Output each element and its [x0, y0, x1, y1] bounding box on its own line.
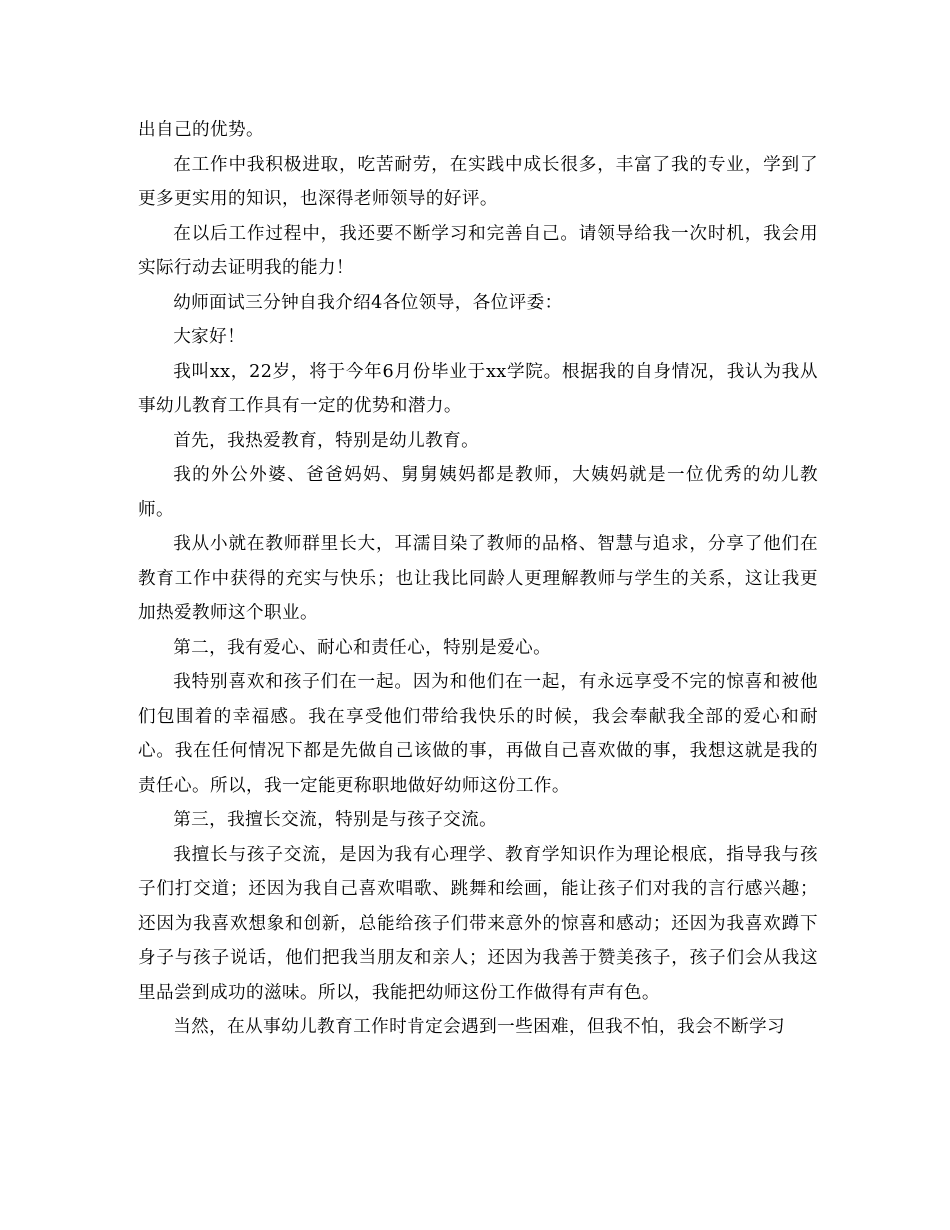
paragraph: 我从小就在教师群里长大，耳濡目染了教师的品格、智慧与追求，分享了他们在教育工作中获得的充实与快乐；也让我比同龄人更理解教师与学生的关系，这让我更加热爱教师这个职业。: [138, 534, 818, 623]
paragraph: 出自己的优势。: [138, 120, 264, 140]
paragraph: 首先，我热爱教育，特别是幼儿教育。: [173, 430, 480, 451]
paragraph: 大家好！: [173, 327, 246, 347]
paragraph: 第三，我擅长交流，特别是与孩子交流。: [173, 810, 498, 830]
paragraph: 我擅长与孩子交流，是因为我有心理学、教育学知识作为理论根底，指导我与孩子们打交道；还因为我自己喜欢唱歌、跳舞和绘画，能让孩子们对我的言行感兴趣；还因为我喜欢想象和创新，总能给孩子们带来意外的惊喜和感动；还因为我喜欢蹲下身子与孩子说话，他们把我当朋友和亲人；还因为我善于赞美孩子，孩子们会从我这里品尝到成功的滋味。所以，我能把幼师这份工作做得有声有色。: [138, 844, 818, 1003]
paragraph: 第二，我有爱心、耐心和责任心，特别是爱心。: [173, 637, 552, 658]
paragraph: 在工作中我积极进取，吃苦耐劳，在实践中成长很多，丰富了我的专业，学到了更多更实用的知识，也深得老师领导的好评。: [138, 154, 818, 209]
paragraph: 在以后工作过程中，我还要不断学习和完善自己。请领导给我一次时机，我会用实际行动去证明我的能力！: [138, 223, 818, 278]
paragraph: 幼师面试三分钟自我介绍4各位领导，各位评委：: [173, 292, 563, 313]
paragraph: 我特别喜欢和孩子们在一起。因为和他们在一起，有永远享受不完的惊喜和被他们包围着的幸福感。我在享受他们带给我快乐的时候，我会奉献我全部的爱心和耐心。我在任何情况下都是先做自己该做的事，再做自己喜欢做的事，我想这就是我的责任心。所以，我一定能更称职地做好幼师这份工作。: [138, 672, 818, 796]
paragraph: 我的外公外婆、爸爸妈妈、舅舅姨妈都是教师，大姨妈就是一位优秀的幼儿教师。: [138, 465, 818, 520]
paragraph: 我叫xx，22岁，将于今年6月份毕业于xx学院。根据我的自身情况，我认为我从事幼儿教育工作具有一定的优势和潜力。: [138, 361, 818, 416]
paragraph: 当然，在从事幼儿教育工作时肯定会遇到一些困难，但我不怕，我会不断学习: [173, 1017, 785, 1037]
document-body: [138, 113, 818, 1045]
